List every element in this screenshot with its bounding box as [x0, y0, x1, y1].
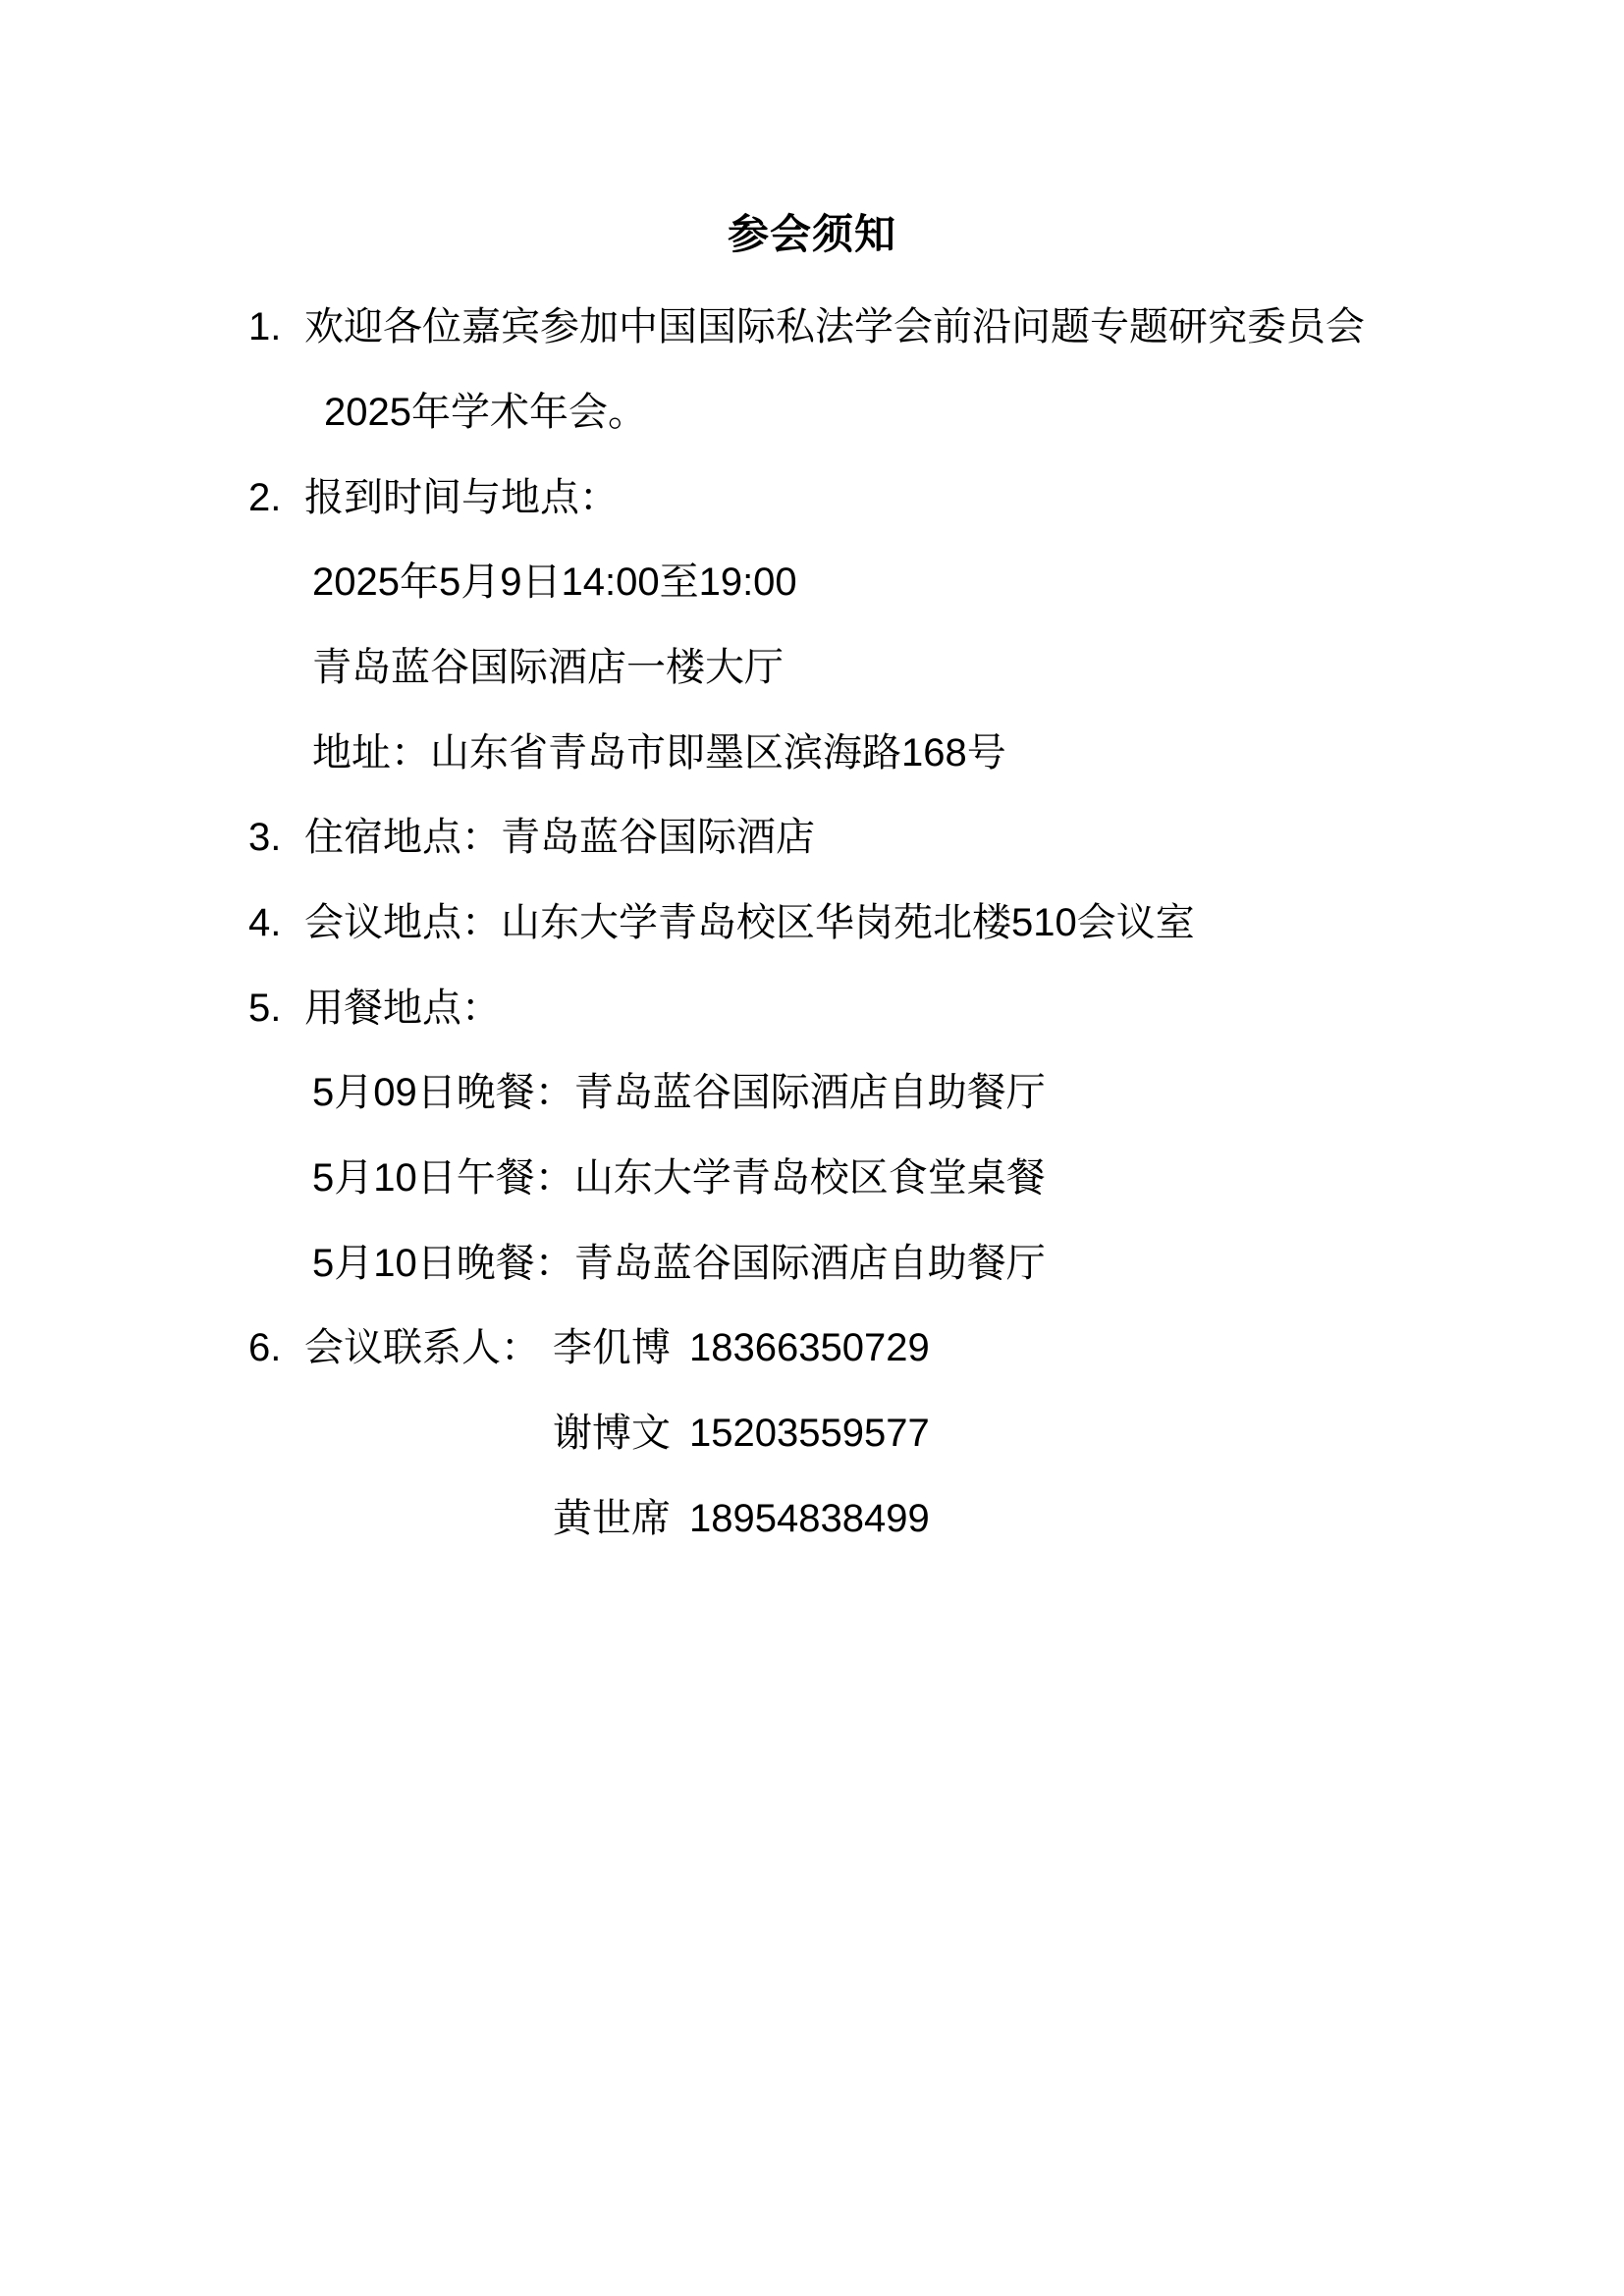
list-item-text: 青岛蓝谷国际酒店一楼大厅: [312, 646, 784, 689]
list-item-2-line-1: [248, 476, 619, 519]
list-item-4: [248, 901, 1195, 944]
document-title: 参会须知: [727, 211, 896, 257]
contact-phone: 18366350729: [689, 1326, 930, 1369]
list-item-text: 报到时间与地点：: [304, 476, 619, 519]
list-item-text: 住宿地点：青岛蓝谷国际酒店: [304, 816, 815, 859]
list-item-text: 用餐地点：: [304, 987, 501, 1030]
contact-label: 会议联系人：: [304, 1326, 540, 1369]
list-item-number: 5.: [248, 987, 282, 1030]
contact-name: 谢博文: [553, 1412, 671, 1455]
list-item-1-line-1: [248, 305, 1365, 348]
contact-row-3: [553, 1497, 930, 1540]
list-item-6: [248, 1326, 930, 1369]
list-item-3: [248, 816, 815, 859]
list-item-number: 1.: [248, 305, 282, 348]
list-item-text: 会议地点：山东大学青岛校区华岗苑北楼510会议室: [304, 901, 1195, 944]
contact-name: 黄世席: [553, 1497, 671, 1540]
list-item-text: 欢迎各位嘉宾参加中国国际私法学会前沿问题专题研究委员会: [304, 305, 1365, 348]
list-item-text: 2025年学术年会。: [324, 391, 647, 434]
list-item-number: 2.: [248, 476, 282, 519]
meal-3: [312, 1242, 1046, 1285]
contact-name: 李仉博: [553, 1326, 671, 1369]
list-item-number: 4.: [248, 901, 282, 944]
contact-phone: 18954838499: [689, 1497, 930, 1540]
list-item-number: 3.: [248, 816, 282, 859]
list-item-5: [248, 987, 501, 1030]
list-item-text: 5月09日晚餐：青岛蓝谷国际酒店自助餐厅: [312, 1071, 1046, 1114]
list-item-number: 6.: [248, 1326, 282, 1369]
contact-phone: 15203559577: [689, 1412, 930, 1455]
list-item-text: 5月10日午餐：山东大学青岛校区食堂桌餐: [312, 1156, 1046, 1200]
list-item-text: 5月10日晚餐：青岛蓝谷国际酒店自助餐厅: [312, 1242, 1046, 1285]
registration-place: [312, 646, 784, 689]
list-item-1-line-2: [324, 391, 647, 434]
registration-address: [312, 731, 1006, 774]
list-item-text: 2025年5月9日14:00至19:00: [312, 561, 797, 604]
meal-2: [312, 1156, 1046, 1200]
contact-row-2: [553, 1412, 930, 1455]
meal-1: [312, 1071, 1046, 1114]
registration-time: [312, 561, 797, 604]
list-item-text: 地址：山东省青岛市即墨区滨海路168号: [312, 731, 1006, 774]
